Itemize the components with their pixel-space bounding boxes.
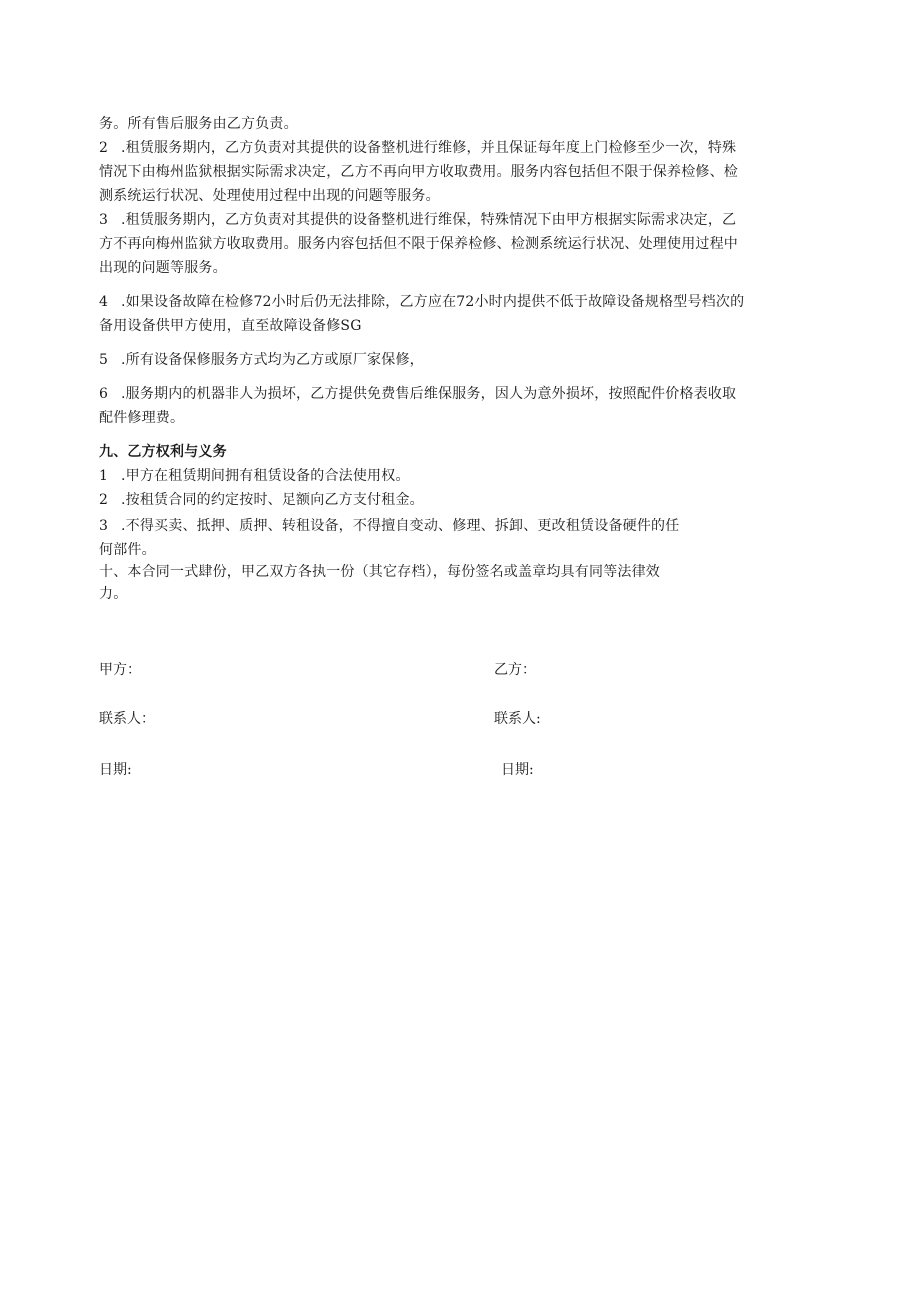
item-text: .甲方在租赁期间拥有租赁设备的合法使用权。 xyxy=(121,468,410,484)
signature-label: 乙方： xyxy=(494,662,536,678)
clause-text: 方不再向梅州监狱方收取费用。服务内容包括但不限于保养检修、检测系统运行状况、处理使用过程中 xyxy=(99,236,738,252)
item-number: 1 xyxy=(99,468,109,484)
signature-label: 甲方： xyxy=(99,662,141,678)
section-9-item-2 xyxy=(99,488,424,512)
date-b-label xyxy=(501,758,534,782)
clause-2-line-2 xyxy=(99,160,738,184)
clause-2-line-1 xyxy=(99,136,736,160)
clause-text: 情况下由梅州监狱根据实际需求决定，乙方不再向甲方收取费用。服务内容包括但不限于保养检修、检 xyxy=(99,164,738,180)
clause-text: 测系统运行状况、处理使用过程中出现的问题等服务。 xyxy=(99,188,440,204)
section-9-item-3-line-1 xyxy=(99,514,679,538)
clause-3-line-1 xyxy=(99,208,736,232)
party-b-label xyxy=(494,658,536,682)
contact-a-label xyxy=(99,707,155,731)
date-a-label xyxy=(99,758,132,782)
clause-text: .租赁服务期内，乙方负责对其提供的设备整机进行维保，特殊情况下由甲方根据实际需求决定，乙 xyxy=(121,212,737,228)
clause-text: 出现的问题等服务。 xyxy=(99,260,227,276)
clause-text: 务。所有售后服务由乙方负责。 xyxy=(99,116,298,132)
contact-b-label xyxy=(494,707,541,731)
section-text: 力。 xyxy=(99,586,128,602)
clause-6-line-2 xyxy=(99,406,184,430)
section-10-line-1 xyxy=(99,560,660,584)
clause-text: .服务期内的机器非人为损坏，乙方提供免费售后维保服务，因人为意外损坏，按照配件价格表收取 xyxy=(121,386,737,402)
clause-text: .所有设备保修服务方式均为乙方或原厂家保修， xyxy=(121,352,424,368)
section-heading: 九、乙方权利与义务 xyxy=(99,444,227,460)
section-10-line-2 xyxy=(99,582,127,606)
clause-3-line-2 xyxy=(99,232,738,256)
section-9-item-3-line-2 xyxy=(99,538,156,562)
signature-label: 日期: xyxy=(99,762,132,778)
clause-text: 配件修理费。 xyxy=(99,410,185,426)
clause-number: 4 xyxy=(99,294,109,310)
clause-text: 备用设备供甲方使用，直至故障设备修SG xyxy=(99,318,362,334)
item-text: .不得买卖、抵押、质押、转租设备，不得擅自变动、修理、拆卸、更改租赁设备硬件的任 xyxy=(121,518,680,534)
section-9-title xyxy=(99,440,227,464)
signature-label: 日期: xyxy=(501,762,534,778)
clause-number: 5 xyxy=(99,352,109,368)
item-number: 3 xyxy=(99,518,109,534)
clause-number: 3 xyxy=(99,212,109,228)
item-text: 何部件。 xyxy=(99,542,156,558)
clause-4-line-2 xyxy=(99,314,362,338)
item-number: 2 xyxy=(99,492,109,508)
clause-text: .如果设备故障在检修72小时后仍无法排除，乙方应在72小时内提供不低于故障设备规格型号档次的 xyxy=(121,294,745,310)
party-a-label xyxy=(99,658,141,682)
section-9-item-1 xyxy=(99,464,410,488)
clause-4-line-1 xyxy=(99,290,744,314)
clause-6-line-1 xyxy=(99,382,736,406)
signature-label: 联系人： xyxy=(99,711,155,727)
clause-5-line-1 xyxy=(99,348,424,372)
clause-number: 6 xyxy=(99,386,109,402)
signature-label: 联系人: xyxy=(494,711,541,727)
clause-3-line-3 xyxy=(99,256,227,280)
section-text: 十、本合同一式肆份，甲乙双方各执一份（其它存档），每份签名或盖章均具有同等法律效 xyxy=(99,564,660,580)
clause-1-tail xyxy=(99,112,298,136)
clause-text: .租赁服务期内，乙方负责对其提供的设备整机进行维修，并且保证每年度上门检修至少一次，特殊 xyxy=(121,140,737,156)
clause-2-line-3 xyxy=(99,184,440,208)
item-text: .按租赁合同的约定按时、足额向乙方支付租金。 xyxy=(121,492,424,508)
clause-number: 2 xyxy=(99,140,109,156)
